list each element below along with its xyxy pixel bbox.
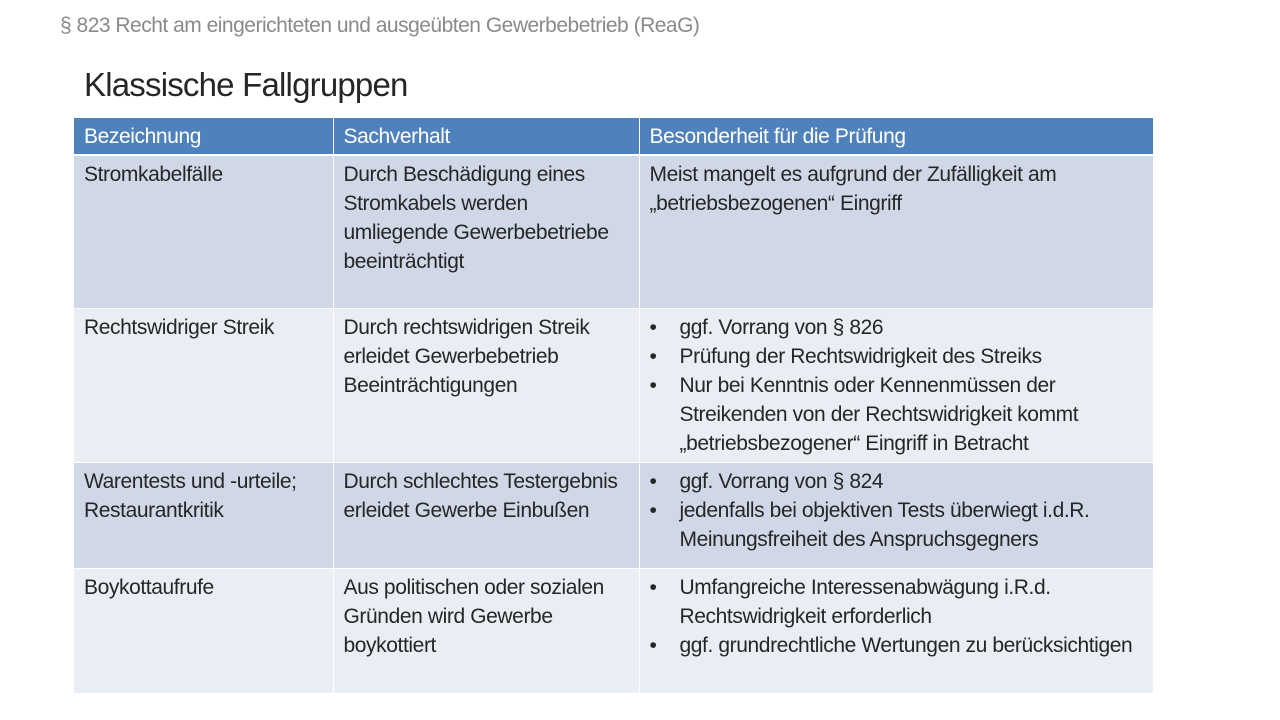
bullet-item: • ggf. grundrechtliche Wertungen zu berücksichtigen	[650, 631, 1144, 660]
cell-facts: Durch Beschädigung eines Stromkabels werden umliegende Gewerbebetriebe beeinträchtigt	[333, 155, 639, 309]
cell-notes	[639, 463, 1153, 569]
cell-notes	[639, 569, 1153, 694]
cell-notes	[639, 309, 1153, 463]
column-header-besonderheit: Besonderheit für die Prüfung	[639, 118, 1153, 155]
table-row	[74, 463, 1153, 569]
table-row	[74, 155, 1153, 309]
bullet-list	[650, 467, 1144, 554]
slide-title: Klassische Fallgruppen	[84, 66, 408, 103]
table-row	[74, 569, 1153, 694]
table-row	[74, 309, 1153, 463]
cell-name: Stromkabelfälle	[74, 155, 333, 309]
slide-header: § 823 Recht am eingerichteten und ausgeübten Gewerbebetrieb (ReaG)	[60, 14, 700, 37]
bullet-item: • ggf. Vorrang von § 826	[650, 313, 1144, 342]
bullet-item: • Umfangreiche Interessenabwägung i.R.d. Rechtswidrigkeit erforderlich	[650, 573, 1144, 631]
bullet-item: • jedenfalls bei objektiven Tests überwiegt i.d.R. Meinungsfreiheit des Anspruchsgegners	[650, 496, 1144, 554]
table-header-row	[74, 118, 1153, 155]
cell-facts: Durch rechtswidrigen Streik erleidet Gewerbebetrieb Beeinträchtigungen	[333, 309, 639, 463]
bullet-item: • ggf. Vorrang von § 824	[650, 467, 1144, 496]
bullet-list	[650, 313, 1144, 458]
cell-name: Warentests und -urteile; Restaurantkritik	[74, 463, 333, 569]
column-header-bezeichnung: Bezeichnung	[74, 118, 333, 155]
bullet-list	[650, 573, 1144, 660]
cell-name: Rechtswidriger Streik	[74, 309, 333, 463]
cell-name: Boykottaufrufe	[74, 569, 333, 694]
cell-facts: Aus politischen oder sozialen Gründen wird Gewerbe boykottiert	[333, 569, 639, 694]
column-header-sachverhalt: Sachverhalt	[333, 118, 639, 155]
note-text: Meist mangelt es aufgrund der Zufälligkeit am „betriebsbezogenen“ Eingriff	[649, 163, 1057, 215]
bullet-item: • Prüfung der Rechtswidrigkeit des Streiks	[650, 342, 1144, 371]
bullet-item: • Nur bei Kenntnis oder Kennenmüssen der Streikenden von der Rechtswidrigkeit kommt „betriebsbezogener“ Eingriff in Betracht	[650, 371, 1144, 458]
cell-facts: Durch schlechtes Testergebnis erleidet Gewerbe Einbußen	[333, 463, 639, 569]
case-groups-table	[74, 118, 1153, 694]
cell-notes	[639, 155, 1153, 309]
